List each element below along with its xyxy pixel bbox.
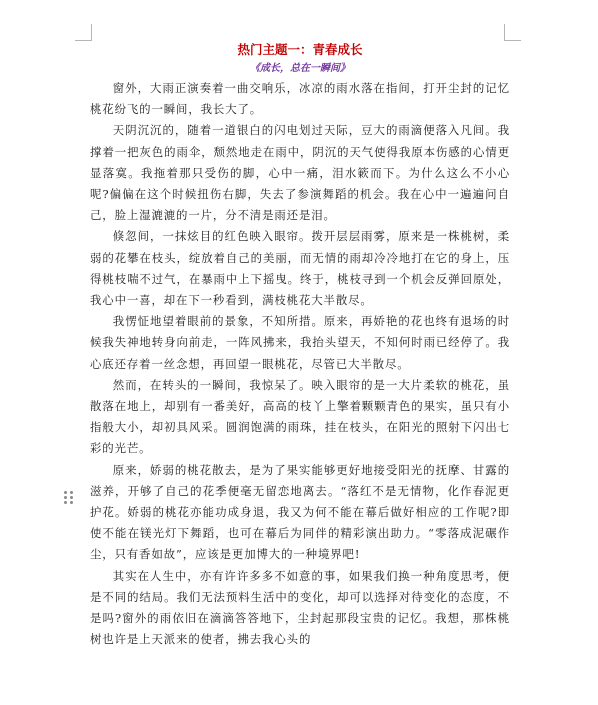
paragraph: 然而，在转头的一瞬间，我惊呆了。映入眼帘的是一大片柔软的桃花，虽散落在地上，却别有一番美好，高高的枝丫上擎着颗颗青色的果实，虽只有小指般大小，却初具风采。圆润饱满的雨珠，挂在枝头，在阳光的照射下闪出七彩的光芒。 (90, 377, 510, 456)
page-corner-mark-top-right (504, 24, 521, 41)
paragraph: 窗外，大雨正演奏着一曲交响乐，冰凉的雨水落在指间，打开尘封的记忆桃花纷飞的一瞬间，我长大了。 (90, 81, 510, 117)
paragraph: 原来，娇弱的桃花散去，是为了果实能够更好地接受阳光的抚摩、甘露的滋养，开够了自己的花季便毫无留恋地离去。“落红不是无情物，化作春泥更护花。娇弱的桃花亦能功成身退，我又为何不能在幕后做好相应的工作呢?即使不能在镁光灯下舞蹈，也可在幕后为同伴的精彩演出助力。“零落成泥碾作尘，只有香如故”，应该是更加博大的一种境界吧! (90, 462, 510, 562)
paragraph: 我愣怔地望着眼前的景象，不知所措。原来，再娇艳的花也终有退场的时候我失神地转身向前走，一阵风拂来，我抬头望天，不知何时雨已经停了。我心底还存着一丝念想，再回望一眼桃花，尽管已大半散尽。 (90, 314, 510, 371)
paragraph: 其实在人生中，亦有许许多多不如意的事，如果我们换一种角度思考，便是不同的结局。我们无法预料生活中的变化，却可以选择对待变化的态度，不是吗?窗外的雨依旧在滴滴答答地下，尘封起那段宝贵的记忆。我想，那株桃树也许是上天派来的使者，拂去我心头的 (90, 568, 510, 647)
document-subtitle: 《成长，总在一瞬间》 (250, 63, 350, 74)
paragraph: 倏忽间，一抹炫目的红色映入眼帘。拨开层层雨雾，原来是一株桃树，柔弱的花攀在枝头，绽放着自己的美丽，而无情的雨却冷冷地打在它的身上，压得桃枝喘不过气，在暴雨中上下摇曳。终于，桃枝寻到一个机会反弹回原处，我心中一喜，却在下一秒看到，满枝桃花大半散尽。 (90, 229, 510, 308)
page-corner-mark-top-left (75, 24, 92, 41)
paragraph: 天阴沉沉的，随着一道银白的闪电划过天际，豆大的雨滴便落入凡间。我撑着一把灰色的雨伞，颓然地走在雨中，阴沉的天气使得我原本伤感的心情更显落寞。我拖着那只受伤的脚，心中一痛，泪水簌而下。为什么这么不小心呢?偏偏在这个时候扭伤右脚，失去了参演舞蹈的机会。我在心中一遍遍问自己，脸上湿漉漉的一片，分不清是雨还是泪。 (90, 123, 510, 223)
paragraph-drag-handle-icon[interactable] (64, 491, 74, 507)
document-body (90, 40, 510, 650)
document-title: 热门主题一：青春成长 (237, 42, 363, 57)
